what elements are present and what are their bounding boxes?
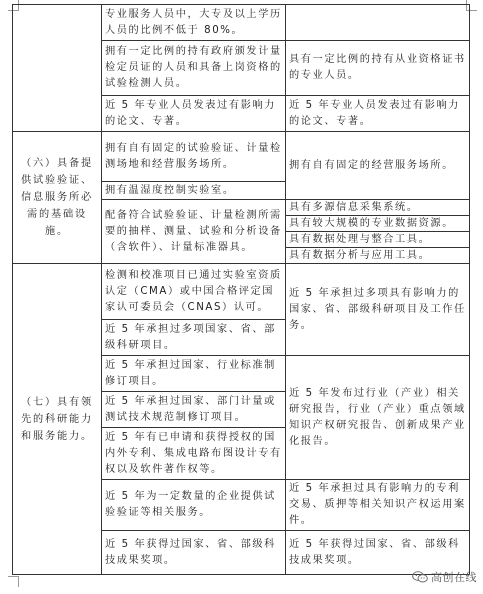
category-cell-continued bbox=[13, 5, 102, 132]
right-cell: 具有一定比例的持有从业资格证书的专业人员。 bbox=[285, 41, 469, 96]
mid-cell: 拥有自有固定的试验验证、计量检测场地和经营服务场所。 bbox=[101, 132, 285, 182]
right-cell: 近 5 年承担过具有影响力的专利交易、质押等相关知识产权运用案件。 bbox=[285, 480, 469, 531]
mid-cell: 拥有一定比例的持有政府颁发计量检定员证的人员和具备上岗资格的试验检测人员。 bbox=[101, 41, 285, 96]
criteria-table bbox=[12, 4, 470, 575]
table-row bbox=[13, 5, 470, 41]
criteria-table-wrap bbox=[12, 4, 470, 575]
table-row bbox=[13, 264, 470, 320]
watermark bbox=[412, 569, 477, 585]
right-cell: 具有较大规模的专业数据资源。 bbox=[285, 216, 469, 232]
mid-cell: 近 5 年承担过国家、行业标准制修订项目。 bbox=[101, 356, 285, 392]
category-cell-section-6: （六）具备提供试验验证、信息服务所必需的基础设施。 bbox=[13, 132, 102, 264]
right-cell: 近 5 年获得过国家、省、部级科技成果奖项。 bbox=[285, 531, 469, 575]
mid-cell: 近 5 年承担过多项国家、省、部级科研项目。 bbox=[101, 320, 285, 356]
crop-mark-bottom-left bbox=[8, 576, 19, 587]
right-cell: 近 5 年发布过行业（产业）相关研究报告，行业（产业）重点领域知识产权研究报告、创新成果产业化报告。 bbox=[285, 356, 469, 480]
mid-cell: 近 5 年有已申请和获得授权的国内外专利、集成电路布图设计专有权以及软件著作权等。 bbox=[101, 428, 285, 480]
watermark-text: 高创在线 bbox=[431, 571, 477, 584]
right-cell: 具有数据分析与应用工具。 bbox=[285, 248, 469, 264]
mid-cell: 专业服务人员中，大专及以上学历人员的比例不低于 80%。 bbox=[101, 5, 285, 41]
mid-cell: 近 5 年为一定数量的企业提供试验验证等相关服务。 bbox=[101, 480, 285, 531]
right-cell: 具有数据处理与整合工具。 bbox=[285, 232, 469, 248]
right-cell: 具有多源信息采集系统。 bbox=[285, 200, 469, 216]
mid-cell: 近 5 年承担过国家、部门计量或测试技术规范制修订项目。 bbox=[101, 392, 285, 428]
category-cell-section-7: （七）具有领先的科研能力和服务能力。 bbox=[13, 264, 102, 575]
right-cell: 近 5 年承担过多项具有影响力的国家、省、部级科研项目及工作任务。 bbox=[285, 264, 469, 356]
mid-cell: 拥有温湿度控制实验室。 bbox=[101, 182, 285, 200]
wechat-icon bbox=[412, 571, 428, 583]
right-cell: 拥有自有固定的经营服务场所。 bbox=[285, 132, 469, 200]
right-cell-empty bbox=[285, 5, 469, 41]
mid-cell: 近 5 年专业人员发表过有影响力的论文、专著。 bbox=[101, 96, 285, 132]
mid-cell: 检测和校准项目已通过实验室资质认定（CMA）或中国合格评定国家认可委员会（CNAS）认可。 bbox=[101, 264, 285, 320]
mid-cell: 近 5 年获得过国家、省、部级科技成果奖项。 bbox=[101, 531, 285, 575]
mid-cell: 配备符合试验验证、计量检测所需要的抽样、测量、试验和分析设备（含软件）、计量标准器具。 bbox=[101, 200, 285, 264]
right-cell: 近 5 年专业人员发表过有影响力的论文、专著。 bbox=[285, 96, 469, 132]
table-row bbox=[13, 132, 470, 167]
